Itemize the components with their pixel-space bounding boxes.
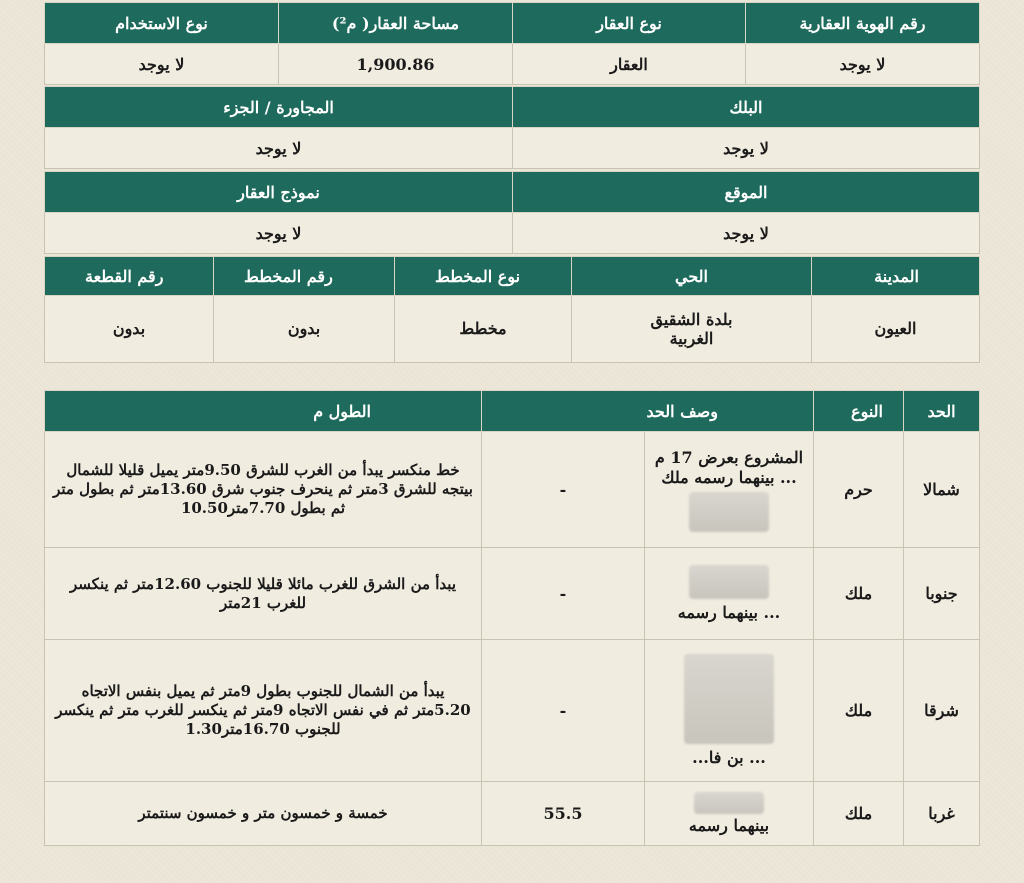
redaction-blur [689, 565, 769, 599]
header-plan-number: رقم المخطط [214, 257, 395, 296]
boundary-length-value: 55.5 [482, 782, 645, 846]
boundary-row [45, 548, 980, 640]
boundaries-header-row [45, 391, 980, 432]
boundary-length-text: يبدأ من الشرق للغرب مائلا قليلا للجنوب 12.60متر ثم ينكسر للغرب 21متر [45, 548, 482, 640]
boundaries-table [44, 390, 980, 846]
property-value-row [45, 44, 980, 85]
header-description [482, 391, 814, 432]
boundary-type: ملك [814, 640, 904, 782]
header-location: الموقع [513, 172, 980, 213]
boundary-type: ملك [814, 782, 904, 846]
boundary-length-value: - [482, 548, 645, 640]
value-property-area: 1,900.86 [279, 44, 513, 85]
boundary-description [645, 640, 814, 782]
header-block: البلك [513, 87, 980, 128]
boundary-side: شمالا [904, 432, 980, 548]
plan-table [44, 256, 980, 363]
value-property-type: العقار [513, 44, 746, 85]
value-property-id: لا يوجد [746, 44, 980, 85]
boundary-description-text: ... بن فا... [692, 747, 766, 767]
value-neighborhood-part: لا يوجد [45, 128, 513, 169]
redaction-blur [684, 654, 774, 744]
plan-header-row [45, 257, 980, 296]
header-property-type: نوع العقار [513, 3, 746, 44]
header-plot-number: رقم القطعة [45, 257, 214, 296]
header-city: المدينة [812, 257, 980, 296]
boundary-side: شرقا [904, 640, 980, 782]
header-description-label: وصف الحد [646, 401, 718, 421]
boundary-length-text: خط منكسر يبدأ من الغرب للشرق 9.50متر يميل قليلا للشمال بيتجه للشرق 3متر ثم ينحرف جنوب شرق 13.60متر ثم بطول متر ثم بطول 7.70متر10.50 [45, 432, 482, 548]
boundary-description [645, 432, 814, 548]
boundary-description [645, 548, 814, 640]
property-header-row [45, 3, 980, 44]
value-plan-type: مخطط [395, 296, 572, 363]
value-block: لا يوجد [513, 128, 980, 169]
boundary-length-value: - [482, 432, 645, 548]
value-usage-type: لا يوجد [45, 44, 279, 85]
header-property-model: نموذج العقار [45, 172, 513, 213]
boundary-description-text: المشروع بعرض 17 م ... بينهما رسمه ملك [654, 447, 804, 487]
boundary-length-text: خمسة و خمسون متر و خمسون سنتمتر [45, 782, 482, 846]
value-plot-number: بدون [45, 296, 214, 363]
boundary-side: جنوبا [904, 548, 980, 640]
header-property-area: مساحة العقار( م²) [279, 3, 513, 44]
header-length: الطول م [45, 391, 482, 432]
redaction-blur [694, 792, 764, 814]
value-plan-number: بدون [214, 296, 395, 363]
header-usage-type: نوع الاستخدام [45, 3, 279, 44]
boundary-description [645, 782, 814, 846]
location-header-row [45, 172, 980, 213]
header-district: الحي [572, 257, 812, 296]
value-city: العيون [812, 296, 980, 363]
block-header-row [45, 87, 980, 128]
boundary-type: ملك [814, 548, 904, 640]
header-neighborhood-part: المجاورة / الجزء [45, 87, 513, 128]
redaction-blur [689, 492, 769, 532]
boundary-description-text: ... بينهما رسمه [677, 602, 781, 622]
plan-value-row [45, 296, 980, 363]
boundary-side: غربا [904, 782, 980, 846]
boundary-row [45, 782, 980, 846]
header-property-id: رقم الهوية العقارية [746, 3, 980, 44]
value-property-model: لا يوجد [45, 213, 513, 254]
location-table [44, 171, 980, 254]
value-district: بلدة الشقيق الغربية [572, 296, 812, 363]
header-type: النوع [814, 391, 904, 432]
boundary-row [45, 640, 980, 782]
boundary-row [45, 432, 980, 548]
property-info-table [44, 2, 980, 85]
header-side: الحد [904, 391, 980, 432]
boundary-length-text: يبدأ من الشمال للجنوب بطول 9متر ثم يميل بنفس الاتجاه 5.20متر ثم في نفس الاتجاه 9متر ثم ينكسر للغرب متر ثم ينكسر للجنوب 16.70متر1.30 [45, 640, 482, 782]
block-table [44, 86, 980, 169]
boundary-description-text: بينهما رسمه [688, 815, 770, 835]
header-plan-type: نوع المخطط [395, 257, 572, 296]
boundary-length-value: - [482, 640, 645, 782]
boundary-type: حرم [814, 432, 904, 548]
location-value-row [45, 213, 980, 254]
value-location: لا يوجد [513, 213, 980, 254]
block-value-row [45, 128, 980, 169]
